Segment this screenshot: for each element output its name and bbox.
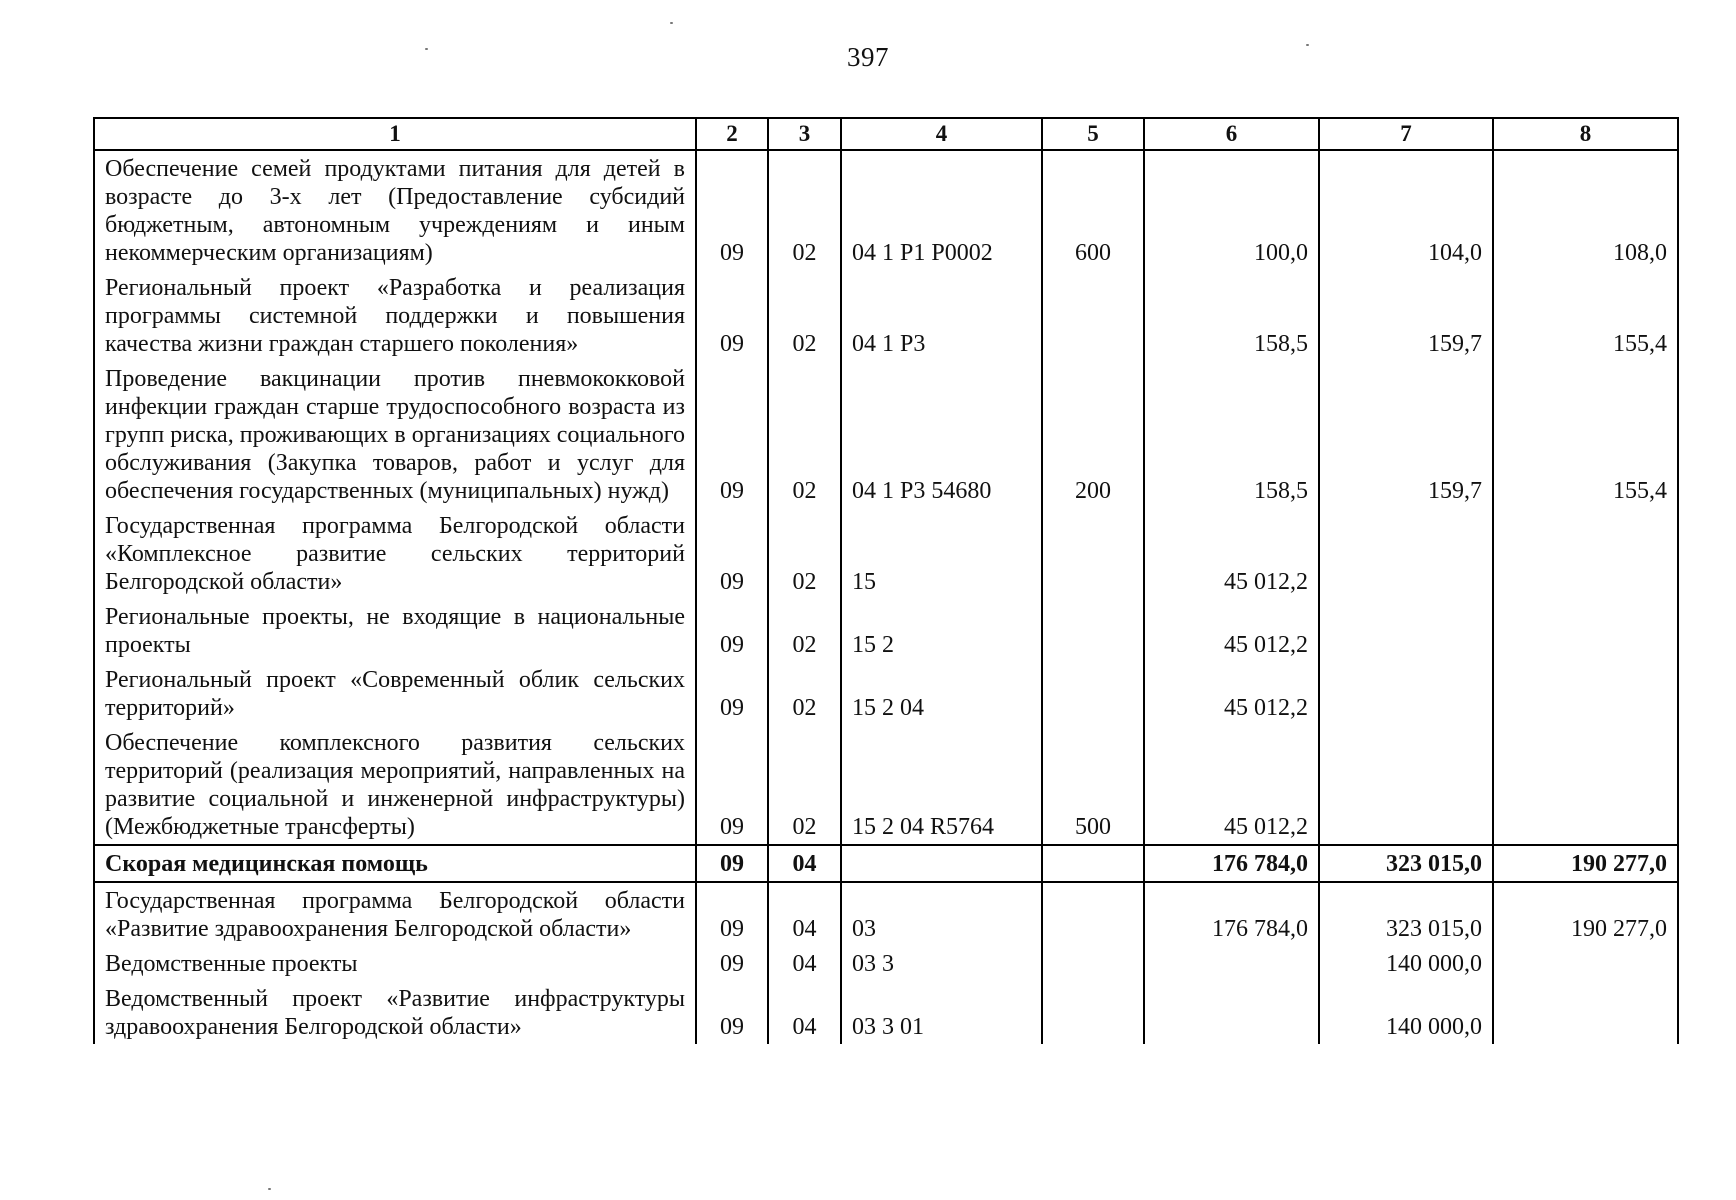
expense-type-code: [1042, 946, 1144, 981]
expense-type-code: [1042, 662, 1144, 725]
column-header-3: 3: [768, 118, 841, 150]
table-row-section-total: [94, 845, 1678, 882]
column-header-1: 1: [94, 118, 696, 150]
target-article-code: 15: [841, 508, 1042, 599]
target-article-code: 03 3: [841, 946, 1042, 981]
target-article-code: 15 2 04 R5764: [841, 725, 1042, 845]
table-row: [94, 946, 1678, 981]
amount-year-1: 100,0: [1144, 150, 1319, 270]
scan-speck: [670, 22, 673, 24]
amount-year-1: 158,5: [1144, 361, 1319, 508]
amount-year-1: 45 012,2: [1144, 508, 1319, 599]
target-article-code: [841, 845, 1042, 882]
target-article-code: 03: [841, 882, 1042, 946]
column-header-7: 7: [1319, 118, 1493, 150]
amount-year-3: [1493, 981, 1678, 1044]
section-code: 09: [696, 725, 768, 845]
subsection-code: 02: [768, 150, 841, 270]
page-number: 397: [847, 42, 889, 72]
table-row: [94, 270, 1678, 361]
scan-speck: [425, 48, 428, 50]
amount-year-3: [1493, 946, 1678, 981]
amount-year-2: [1319, 599, 1493, 662]
expense-type-code: [1042, 508, 1144, 599]
scan-speck: [1306, 44, 1309, 46]
subsection-code: 02: [768, 725, 841, 845]
section-code: 09: [696, 946, 768, 981]
amount-year-3: 155,4: [1493, 270, 1678, 361]
subsection-code: 04: [768, 882, 841, 946]
expense-type-code: 500: [1042, 725, 1144, 845]
amount-year-1: 176 784,0: [1144, 882, 1319, 946]
amount-year-1: 45 012,2: [1144, 662, 1319, 725]
amount-year-3: [1493, 508, 1678, 599]
subsection-code: 02: [768, 270, 841, 361]
table-row: [94, 599, 1678, 662]
section-code: 09: [696, 270, 768, 361]
amount-year-1: 176 784,0: [1144, 845, 1319, 882]
amount-year-1: 45 012,2: [1144, 725, 1319, 845]
row-name: Региональный проект «Разработка и реализация программы системной поддержки и повышения качества жизни граждан старшего поколения»: [94, 270, 696, 361]
section-code: 09: [696, 845, 768, 882]
expense-type-code: [1042, 981, 1144, 1044]
subsection-code: 02: [768, 508, 841, 599]
amount-year-3: 108,0: [1493, 150, 1678, 270]
expense-type-code: 600: [1042, 150, 1144, 270]
column-header-2: 2: [696, 118, 768, 150]
subsection-code: 02: [768, 662, 841, 725]
target-article-code: 04 1 P1 P0002: [841, 150, 1042, 270]
target-article-code: 03 3 01: [841, 981, 1042, 1044]
row-name: Ведомственные проекты: [94, 946, 696, 981]
target-article-code: 04 1 P3: [841, 270, 1042, 361]
section-code: 09: [696, 662, 768, 725]
section-code: 09: [696, 599, 768, 662]
row-name: Обеспечение семей продуктами питания для детей в возрасте до 3-х лет (Предоставление субсидий бюджетным, автономным учреждениям и иным некоммерческим организациям): [94, 150, 696, 270]
column-header-8: 8: [1493, 118, 1678, 150]
amount-year-2: 323 015,0: [1319, 845, 1493, 882]
expense-type-code: [1042, 845, 1144, 882]
row-name: Ведомственный проект «Развитие инфраструктуры здравоохранения Белгородской области»: [94, 981, 696, 1044]
section-code: 09: [696, 361, 768, 508]
amount-year-1: [1144, 981, 1319, 1044]
subsection-code: 04: [768, 845, 841, 882]
section-code: 09: [696, 981, 768, 1044]
amount-year-3: [1493, 599, 1678, 662]
amount-year-3: [1493, 662, 1678, 725]
row-name: Государственная программа Белгородской области «Развитие здравоохранения Белгородской области»: [94, 882, 696, 946]
table-row: [94, 361, 1678, 508]
amount-year-2: 140 000,0: [1319, 981, 1493, 1044]
table-row: [94, 725, 1678, 845]
amount-year-3: 190 277,0: [1493, 882, 1678, 946]
column-header-5: 5: [1042, 118, 1144, 150]
table-row: [94, 662, 1678, 725]
row-name: Скорая медицинская помощь: [94, 845, 696, 882]
section-code: 09: [696, 882, 768, 946]
amount-year-2: 104,0: [1319, 150, 1493, 270]
row-name: Проведение вакцинации против пневмококковой инфекции граждан старше трудоспособного возраста из групп риска, проживающих в организациях социального обслуживания (Закупка товаров, работ и услуг для обеспечения государственных (муниципальных) нужд): [94, 361, 696, 508]
target-article-code: 15 2: [841, 599, 1042, 662]
amount-year-2: [1319, 508, 1493, 599]
amount-year-2: 323 015,0: [1319, 882, 1493, 946]
amount-year-2: 159,7: [1319, 361, 1493, 508]
subsection-code: 04: [768, 981, 841, 1044]
expense-type-code: [1042, 599, 1144, 662]
table-row: [94, 981, 1678, 1044]
expense-type-code: [1042, 882, 1144, 946]
amount-year-3: [1493, 725, 1678, 845]
subsection-code: 04: [768, 946, 841, 981]
amount-year-2: [1319, 662, 1493, 725]
expense-type-code: [1042, 270, 1144, 361]
amount-year-3: 155,4: [1493, 361, 1678, 508]
table-row: [94, 150, 1678, 270]
section-code: 09: [696, 508, 768, 599]
table-row: [94, 882, 1678, 946]
column-header-6: 6: [1144, 118, 1319, 150]
row-name: Обеспечение комплексного развития сельских территорий (реализация мероприятий, направленных на развитие социальной и инженерной инфраструктуры) (Межбюджетные трансферты): [94, 725, 696, 845]
row-name: Государственная программа Белгородской области «Комплексное развитие сельских территорий Белгородской области»: [94, 508, 696, 599]
row-name: Региональный проект «Современный облик сельских территорий»: [94, 662, 696, 725]
section-code: 09: [696, 150, 768, 270]
table-header-row: [94, 118, 1678, 150]
subsection-code: 02: [768, 361, 841, 508]
amount-year-2: 159,7: [1319, 270, 1493, 361]
expense-type-code: 200: [1042, 361, 1144, 508]
amount-year-1: 45 012,2: [1144, 599, 1319, 662]
amount-year-2: [1319, 725, 1493, 845]
table-row: [94, 508, 1678, 599]
amount-year-1: [1144, 946, 1319, 981]
amount-year-1: 158,5: [1144, 270, 1319, 361]
budget-table: [93, 117, 1679, 1044]
subsection-code: 02: [768, 599, 841, 662]
row-name: Региональные проекты, не входящие в национальные проекты: [94, 599, 696, 662]
target-article-code: 04 1 P3 54680: [841, 361, 1042, 508]
column-header-4: 4: [841, 118, 1042, 150]
amount-year-3: 190 277,0: [1493, 845, 1678, 882]
target-article-code: 15 2 04: [841, 662, 1042, 725]
scan-speck: [268, 1188, 271, 1190]
amount-year-2: 140 000,0: [1319, 946, 1493, 981]
